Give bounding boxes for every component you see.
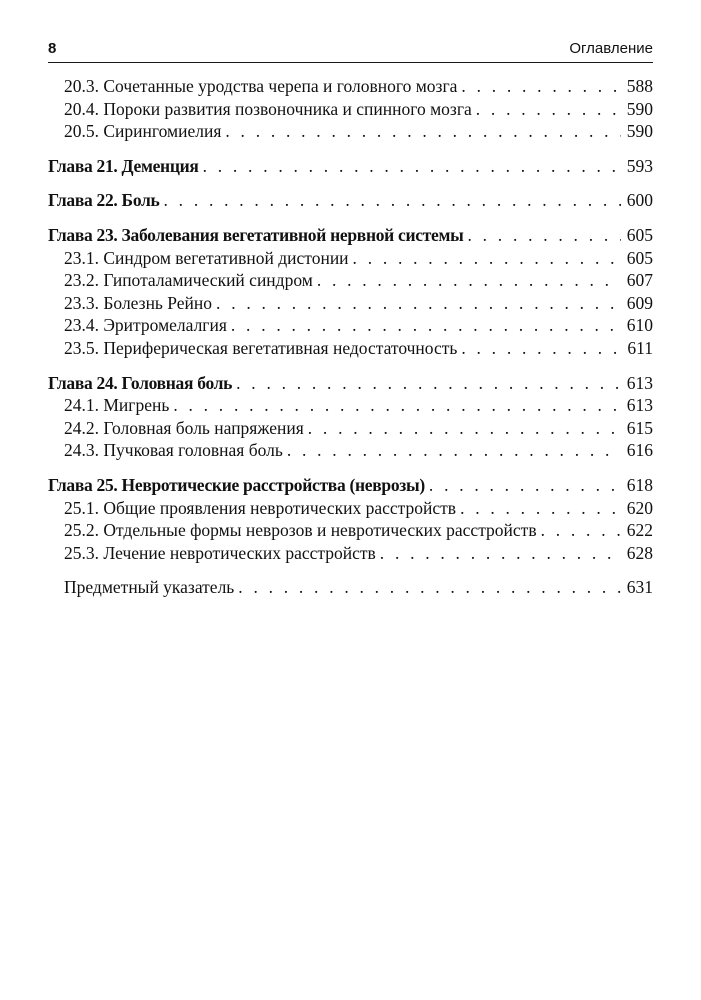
dot-leader: [236, 373, 621, 394]
toc-entry-page: 615: [626, 417, 653, 438]
section-gap: [48, 565, 653, 577]
toc-entry-title: 20.4. Пороки развития позвоночника и спинного мозга: [64, 98, 472, 119]
dot-leader: [460, 498, 621, 519]
dot-leader: [238, 577, 621, 598]
toc-chapter-title: Глава 23. Заболевания вегетативной нервной системы: [48, 224, 464, 245]
toc-entry-page: 611: [627, 337, 653, 358]
toc-chapter-24[interactable]: [48, 373, 653, 396]
section-gap: [48, 361, 653, 373]
toc-entry-page: 588: [626, 76, 653, 96]
toc-entry-page: 620: [626, 497, 653, 518]
toc-chapter-page: 605: [626, 224, 653, 245]
toc-entry-page: 590: [626, 98, 653, 119]
toc-chapter-title: Глава 25. Невротические расстройства (неврозы): [48, 474, 425, 495]
toc-entry-page: 609: [626, 292, 653, 313]
toc-entry-23-2[interactable]: [48, 270, 653, 293]
toc-entry-subject-index[interactable]: [48, 577, 653, 600]
toc-chapter-title: Глава 24. Головная боль: [48, 372, 233, 393]
toc-entry-title: 23.2. Гипоталамический синдром: [64, 270, 313, 291]
dot-leader: [380, 543, 621, 564]
toc-entry-20-3[interactable]: [48, 76, 653, 99]
toc-entry-title: 25.3. Лечение невротических расстройств: [64, 542, 376, 563]
toc-entry-title: 24.2. Головная боль напряжения: [64, 417, 304, 438]
toc-entry-24-1[interactable]: [48, 395, 653, 418]
toc-entry-title: 20.3. Сочетанные уродства черепа и головного мозга: [64, 76, 458, 96]
toc-entry-title: 25.1. Общие проявления невротических расстройств: [64, 497, 457, 518]
page-header: [48, 40, 653, 63]
table-of-contents: [48, 76, 653, 600]
section-gap: [48, 463, 653, 475]
dot-leader: [164, 190, 621, 211]
toc-entry-title: 23.3. Болезнь Рейно: [64, 292, 213, 313]
section-gap: [48, 144, 653, 156]
toc-entry-title: 24.3. Пучковая головная боль: [64, 440, 283, 461]
toc-entry-23-4[interactable]: [48, 315, 653, 338]
toc-chapter-21[interactable]: [48, 156, 653, 179]
dot-leader: [317, 270, 621, 291]
toc-chapter-title: Глава 21. Деменция: [48, 155, 199, 176]
toc-entry-page: 605: [626, 247, 653, 268]
dot-leader: [216, 293, 621, 314]
toc-entry-page: 622: [626, 520, 653, 541]
dot-leader: [476, 99, 621, 120]
toc-entry-page: 590: [626, 121, 653, 142]
toc-chapter-page: 613: [626, 372, 653, 393]
dot-leader: [225, 121, 621, 142]
toc-entry-title: 25.2. Отдельные формы неврозов и невротических расстройств: [64, 520, 537, 541]
toc-entry-page: 616: [626, 440, 653, 461]
toc-chapter-page: 600: [626, 190, 653, 211]
dot-leader: [353, 248, 621, 269]
dot-leader: [287, 440, 621, 461]
toc-entry-23-1[interactable]: [48, 248, 653, 271]
dot-leader: [461, 338, 621, 359]
page-number: 8: [48, 40, 57, 57]
dot-leader: [541, 520, 621, 541]
toc-entry-title: 23.4. Эритромелалгия: [64, 315, 227, 336]
dot-leader: [203, 156, 621, 177]
toc-entry-title: 20.5. Сирингомиелия: [64, 121, 222, 142]
dot-leader: [461, 76, 621, 97]
dot-leader: [308, 418, 621, 439]
toc-entry-page: 631: [626, 577, 653, 598]
toc-entry-23-5[interactable]: [48, 338, 653, 361]
toc-entry-page: 613: [626, 395, 653, 416]
toc-chapter-title: Глава 22. Боль: [48, 190, 160, 211]
toc-entry-24-2[interactable]: [48, 418, 653, 441]
section-gap: [48, 178, 653, 190]
toc-entry-page: 628: [626, 542, 653, 563]
running-title: Оглавление: [569, 40, 653, 57]
toc-chapter-25[interactable]: [48, 475, 653, 498]
toc-entry-25-2[interactable]: [48, 520, 653, 543]
toc-entry-25-1[interactable]: [48, 498, 653, 521]
toc-entry-title: 24.1. Мигрень: [64, 395, 170, 416]
toc-entry-25-3[interactable]: [48, 543, 653, 566]
toc-chapter-23[interactable]: [48, 225, 653, 248]
dot-leader: [173, 395, 621, 416]
toc-entry-24-3[interactable]: [48, 440, 653, 463]
toc-chapter-page: 593: [626, 155, 653, 176]
dot-leader: [231, 315, 621, 336]
toc-chapter-22[interactable]: [48, 190, 653, 213]
toc-entry-page: 607: [626, 270, 653, 291]
toc-entry-23-3[interactable]: [48, 293, 653, 316]
dot-leader: [429, 475, 621, 496]
toc-entry-title: 23.1. Синдром вегетативной дистонии: [64, 247, 349, 268]
toc-entry-20-4[interactable]: [48, 99, 653, 122]
toc-entry-title: 23.5. Периферическая вегетативная недостаточность: [64, 337, 458, 358]
toc-entry-page: 610: [626, 315, 653, 336]
toc-entry-20-5[interactable]: [48, 121, 653, 144]
toc-entry-title: Предметный указатель: [64, 577, 235, 598]
section-gap: [48, 213, 653, 225]
toc-chapter-page: 618: [626, 474, 653, 495]
dot-leader: [468, 225, 622, 246]
